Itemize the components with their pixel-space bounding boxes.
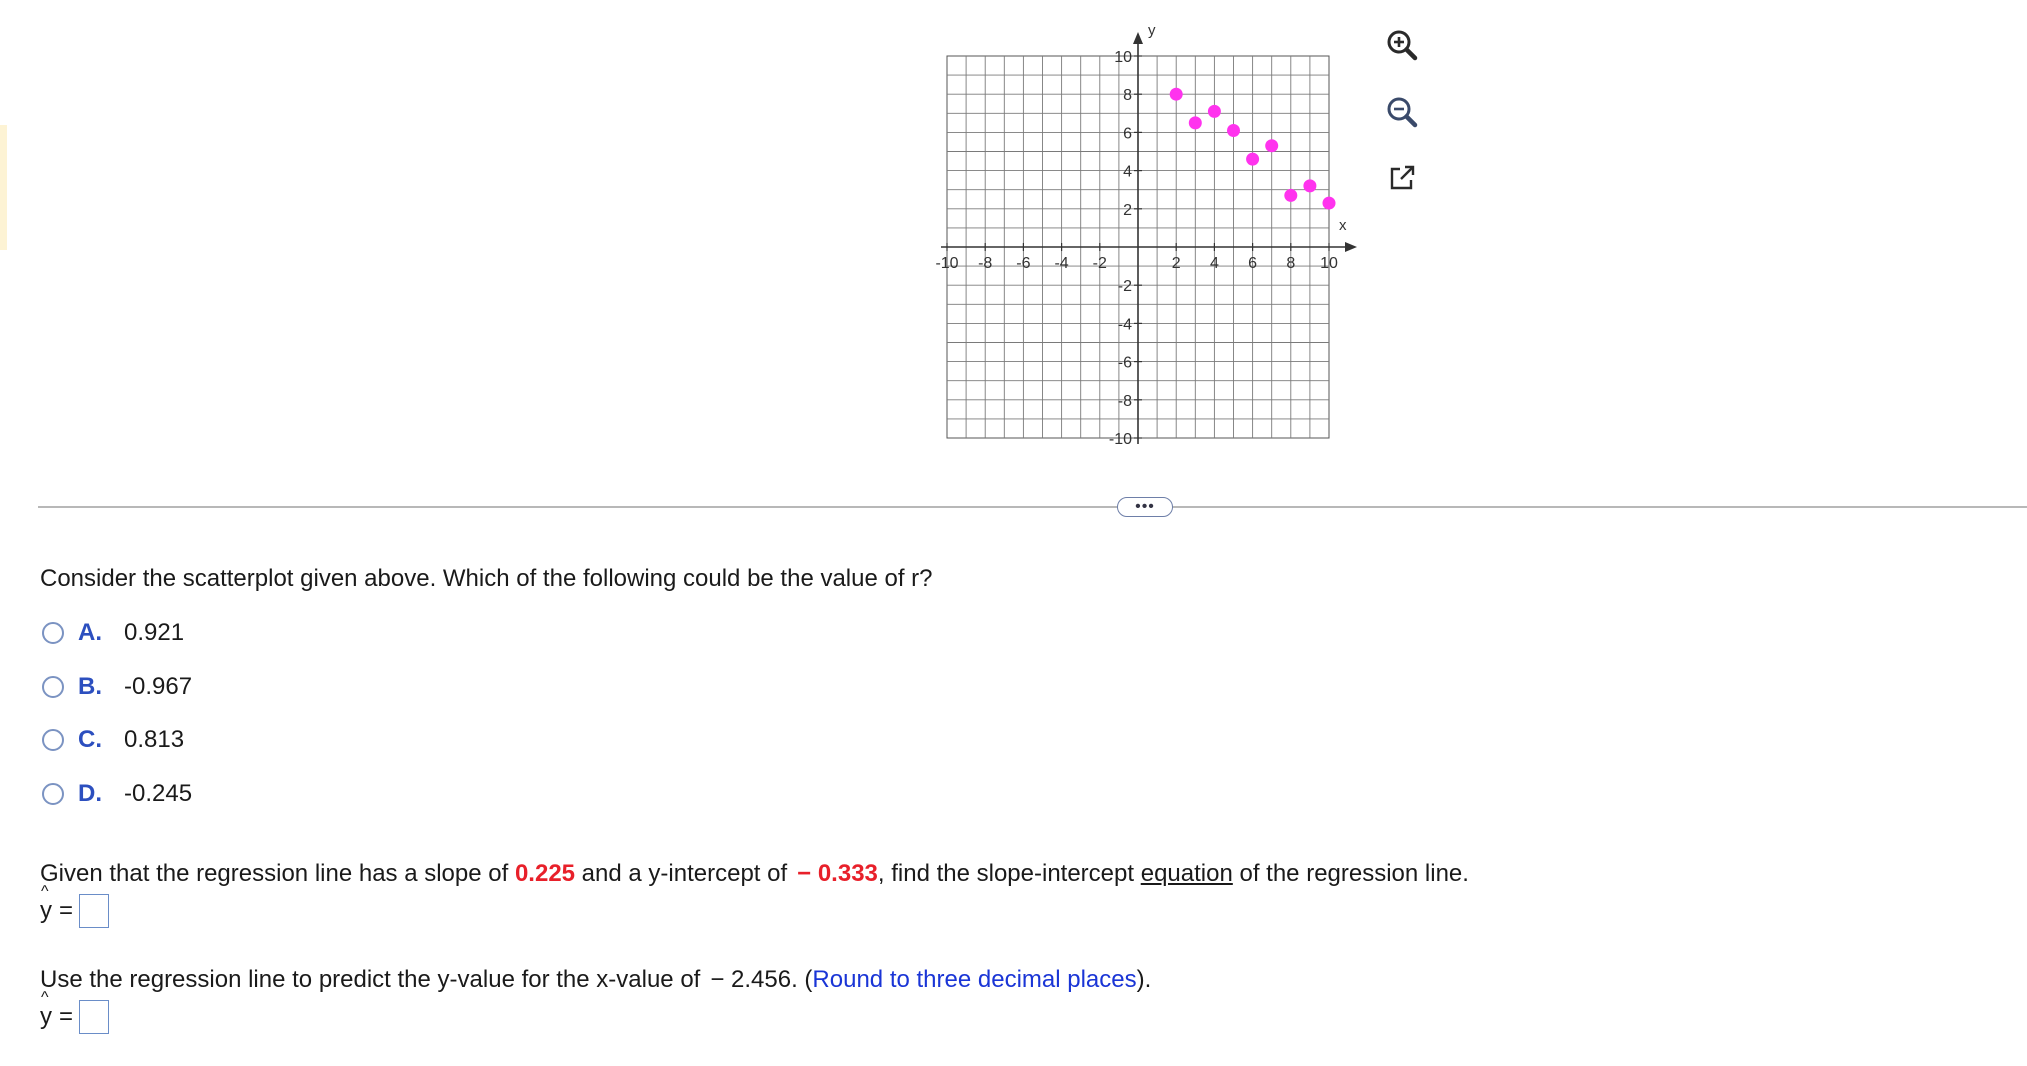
option-a-letter: A. xyxy=(78,619,102,646)
x-tick-label: 2 xyxy=(1171,255,1181,272)
y-tick-label: -6 xyxy=(1117,354,1132,372)
data-point xyxy=(1246,153,1259,166)
y-tick-label: 8 xyxy=(1123,87,1132,105)
equals-sign-2: = xyxy=(59,1003,74,1030)
q2-before: Given that the regression line has a slope of xyxy=(40,860,515,887)
question-3-text xyxy=(40,966,1151,994)
radio-button-c[interactable] xyxy=(42,729,64,751)
zoom-out-button[interactable] xyxy=(1381,91,1423,133)
y-variable-2: y xyxy=(40,1003,52,1030)
left-accent-bar xyxy=(0,125,7,250)
x-axis-label: x xyxy=(1339,217,1347,234)
x-tick-label: -4 xyxy=(1054,255,1069,272)
data-point xyxy=(1170,88,1183,101)
data-point xyxy=(1303,179,1316,192)
hat-symbol: ^ xyxy=(41,883,49,900)
y-tick-label: 10 xyxy=(1114,49,1132,66)
x-tick-label: 6 xyxy=(1248,255,1258,272)
data-point xyxy=(1323,197,1336,210)
data-point xyxy=(1265,139,1278,152)
data-point xyxy=(1227,124,1240,137)
y-tick-label: -4 xyxy=(1117,316,1132,334)
x-tick-label: -8 xyxy=(978,255,993,272)
answer-row-prediction xyxy=(40,989,109,1035)
x-tick-label: -6 xyxy=(1016,255,1031,272)
data-point xyxy=(1208,105,1221,118)
y-tick-label: -10 xyxy=(1108,431,1132,448)
y-tick-label: 2 xyxy=(1123,201,1132,219)
q2-after1: , find the slope-intercept xyxy=(877,860,1141,887)
y-tick-label: 6 xyxy=(1123,125,1132,143)
equation-answer-input[interactable] xyxy=(79,894,109,928)
option-b-letter: B. xyxy=(78,673,102,700)
x-value: − 2.456 xyxy=(710,966,792,993)
x-axis-arrow xyxy=(1345,242,1357,252)
option-c-letter: C. xyxy=(78,726,102,753)
option-b[interactable] xyxy=(42,671,192,703)
zoom-in-icon xyxy=(1385,28,1419,62)
question-2-text xyxy=(40,860,1469,888)
x-tick-label: 4 xyxy=(1209,255,1219,272)
radio-button-d[interactable] xyxy=(42,783,64,805)
option-a-value: 0.921 xyxy=(124,619,185,646)
intercept-value: − 0.333 xyxy=(797,860,878,887)
equation-link[interactable]: equation xyxy=(1140,860,1233,887)
radio-button-b[interactable] xyxy=(42,676,64,698)
y-tick-label: -2 xyxy=(1117,278,1132,296)
option-d-value: -0.245 xyxy=(124,780,193,807)
y-variable: y xyxy=(40,897,52,924)
hat-symbol-2: ^ xyxy=(41,989,49,1006)
option-d[interactable] xyxy=(42,778,192,810)
scatterplot-svg xyxy=(920,18,1360,458)
option-d-letter: D. xyxy=(78,780,102,807)
option-c[interactable] xyxy=(42,724,184,756)
data-point xyxy=(1284,189,1297,202)
data-point xyxy=(1189,116,1202,129)
y-axis-label: y xyxy=(1148,22,1156,39)
popout-button[interactable] xyxy=(1381,157,1423,199)
option-a[interactable] xyxy=(42,617,184,649)
x-tick-label: -10 xyxy=(935,255,959,272)
y-axis-arrow xyxy=(1133,32,1143,44)
y-tick-label: -8 xyxy=(1117,392,1132,410)
rounding-hint-link[interactable]: Round to three decimal places xyxy=(812,966,1137,993)
option-b-value: -0.967 xyxy=(124,673,193,700)
answer-row-equation xyxy=(40,883,109,929)
y-hat-label xyxy=(40,883,55,925)
option-c-value: 0.813 xyxy=(124,726,185,753)
question-1-text: Consider the scatterplot given above. Which of the following could be the value of r? xyxy=(40,565,933,592)
zoom-in-button[interactable] xyxy=(1381,24,1423,66)
x-tick-label: 10 xyxy=(1320,255,1338,272)
equals-sign: = xyxy=(59,897,74,924)
radio-button-a[interactable] xyxy=(42,622,64,644)
popout-icon xyxy=(1387,163,1417,193)
x-tick-label: 8 xyxy=(1286,255,1296,272)
q3-before: Use the regression line to predict the y-value for the x-value of xyxy=(40,966,701,993)
section-divider xyxy=(38,506,2027,508)
x-tick-label: -2 xyxy=(1092,255,1107,272)
q2-after2: of the regression line. xyxy=(1232,860,1469,887)
q3-end: ). xyxy=(1136,966,1152,993)
slope-value: 0.225 xyxy=(514,860,576,887)
prediction-answer-input[interactable] xyxy=(79,1000,109,1034)
q2-middle: and a y-intercept of xyxy=(575,860,788,887)
more-button[interactable]: ••• xyxy=(1117,497,1173,517)
q3-after: . ( xyxy=(791,966,813,993)
y-hat-label-2 xyxy=(40,989,55,1031)
scatterplot xyxy=(920,18,1360,458)
y-tick-label: 4 xyxy=(1123,163,1132,181)
zoom-out-icon xyxy=(1385,95,1419,129)
